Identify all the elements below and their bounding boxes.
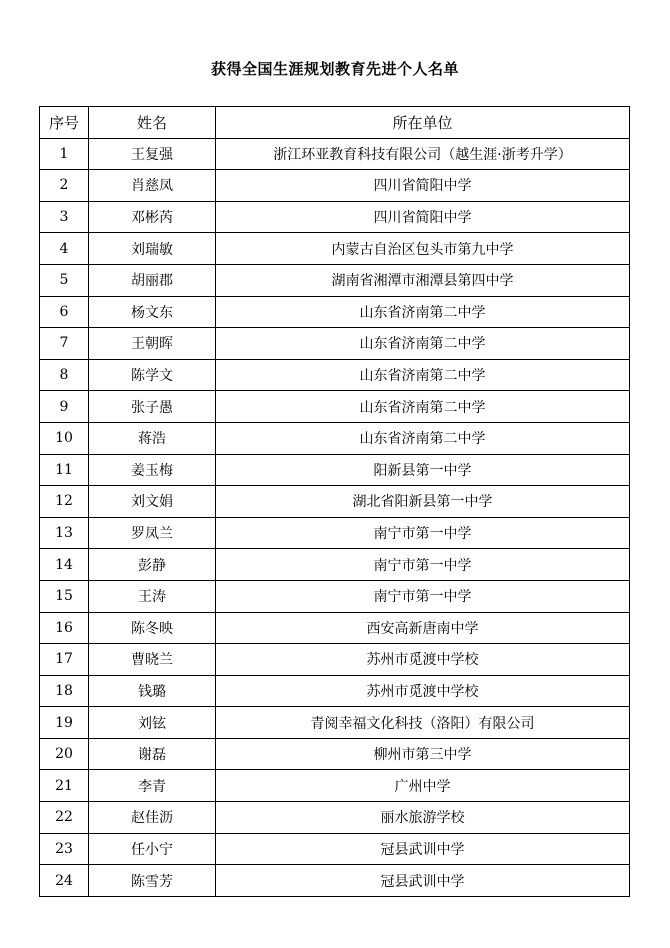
unit-cell: 南宁市第一中学: [216, 549, 630, 581]
table-row: [40, 675, 630, 707]
person-name-cell: 王涛: [89, 580, 216, 612]
unit-cell: 阳新县第一中学: [216, 454, 630, 486]
person-name-cell: 曹晓兰: [89, 644, 216, 676]
unit-cell: 山东省济南第二中学: [216, 359, 630, 391]
table-row: [40, 454, 630, 486]
table-header-row: [40, 107, 630, 139]
table-row: [40, 644, 630, 676]
table-row: [40, 170, 630, 202]
table-row: [40, 233, 630, 265]
row-number-cell: 15: [40, 580, 89, 612]
roster-table: [39, 106, 630, 897]
table-row: [40, 707, 630, 739]
unit-cell: 广州中学: [216, 770, 630, 802]
table-row: [40, 138, 630, 170]
person-name-cell: 陈雪芳: [89, 865, 216, 897]
column-header-name: 姓名: [89, 107, 216, 139]
row-number-cell: 4: [40, 233, 89, 265]
row-number-cell: 9: [40, 391, 89, 423]
row-number-cell: 8: [40, 359, 89, 391]
row-number-cell: 18: [40, 675, 89, 707]
table-row: [40, 328, 630, 360]
unit-cell: 湖南省湘潭市湘潭县第四中学: [216, 264, 630, 296]
row-number-cell: 11: [40, 454, 89, 486]
person-name-cell: 胡丽郡: [89, 264, 216, 296]
unit-cell: 柳州市第三中学: [216, 738, 630, 770]
table-row: [40, 486, 630, 518]
person-name-cell: 罗凤兰: [89, 517, 216, 549]
unit-cell: 西安高新唐南中学: [216, 612, 630, 644]
person-name-cell: 姜玉梅: [89, 454, 216, 486]
unit-cell: 山东省济南第二中学: [216, 296, 630, 328]
row-number-cell: 2: [40, 170, 89, 202]
column-header-unit: 所在单位: [216, 107, 630, 139]
unit-cell: 浙江环亚教育科技有限公司（越生涯·浙考升学）: [216, 138, 630, 170]
unit-cell: 苏州市觅渡中学校: [216, 675, 630, 707]
unit-cell: 湖北省阳新县第一中学: [216, 486, 630, 518]
unit-cell: 青阅幸福文化科技（洛阳）有限公司: [216, 707, 630, 739]
table-row: [40, 833, 630, 865]
table-row: [40, 264, 630, 296]
person-name-cell: 邓彬芮: [89, 201, 216, 233]
row-number-cell: 13: [40, 517, 89, 549]
table-row: [40, 580, 630, 612]
table-row: [40, 865, 630, 897]
row-number-cell: 12: [40, 486, 89, 518]
table-row: [40, 549, 630, 581]
column-header-number: 序号: [40, 107, 89, 139]
row-number-cell: 14: [40, 549, 89, 581]
person-name-cell: 任小宁: [89, 833, 216, 865]
unit-cell: 山东省济南第二中学: [216, 328, 630, 360]
person-name-cell: 张子愚: [89, 391, 216, 423]
unit-cell: 南宁市第一中学: [216, 580, 630, 612]
row-number-cell: 1: [40, 138, 89, 170]
person-name-cell: 陈冬映: [89, 612, 216, 644]
person-name-cell: 赵佳沥: [89, 802, 216, 834]
table-row: [40, 517, 630, 549]
unit-cell: 四川省简阳中学: [216, 170, 630, 202]
person-name-cell: 谢磊: [89, 738, 216, 770]
unit-cell: 内蒙古自治区包头市第九中学: [216, 233, 630, 265]
person-name-cell: 李青: [89, 770, 216, 802]
person-name-cell: 刘文娟: [89, 486, 216, 518]
person-name-cell: 钱璐: [89, 675, 216, 707]
page-title: 获得全国生涯规划教育先进个人名单: [210, 60, 459, 78]
table-row: [40, 612, 630, 644]
person-name-cell: 杨文东: [89, 296, 216, 328]
table-row: [40, 296, 630, 328]
row-number-cell: 21: [40, 770, 89, 802]
row-number-cell: 22: [40, 802, 89, 834]
row-number-cell: 19: [40, 707, 89, 739]
table-row: [40, 770, 630, 802]
unit-cell: 山东省济南第二中学: [216, 391, 630, 423]
person-name-cell: 王朝晖: [89, 328, 216, 360]
table-body: [40, 138, 630, 896]
unit-cell: 丽水旅游学校: [216, 802, 630, 834]
table-row: [40, 738, 630, 770]
table-row: [40, 359, 630, 391]
unit-cell: 冠县武训中学: [216, 833, 630, 865]
row-number-cell: 24: [40, 865, 89, 897]
row-number-cell: 10: [40, 422, 89, 454]
row-number-cell: 5: [40, 264, 89, 296]
row-number-cell: 7: [40, 328, 89, 360]
unit-cell: 冠县武训中学: [216, 865, 630, 897]
unit-cell: 四川省简阳中学: [216, 201, 630, 233]
person-name-cell: 彭静: [89, 549, 216, 581]
row-number-cell: 17: [40, 644, 89, 676]
person-name-cell: 陈学文: [89, 359, 216, 391]
unit-cell: 苏州市觅渡中学校: [216, 644, 630, 676]
row-number-cell: 23: [40, 833, 89, 865]
table-row: [40, 391, 630, 423]
row-number-cell: 16: [40, 612, 89, 644]
person-name-cell: 肖慈凤: [89, 170, 216, 202]
person-name-cell: 王复强: [89, 138, 216, 170]
table-row: [40, 422, 630, 454]
unit-cell: 山东省济南第二中学: [216, 422, 630, 454]
unit-cell: 南宁市第一中学: [216, 517, 630, 549]
person-name-cell: 蒋浩: [89, 422, 216, 454]
person-name-cell: 刘瑞敏: [89, 233, 216, 265]
row-number-cell: 3: [40, 201, 89, 233]
table-row: [40, 201, 630, 233]
row-number-cell: 20: [40, 738, 89, 770]
person-name-cell: 刘铉: [89, 707, 216, 739]
table-row: [40, 802, 630, 834]
row-number-cell: 6: [40, 296, 89, 328]
